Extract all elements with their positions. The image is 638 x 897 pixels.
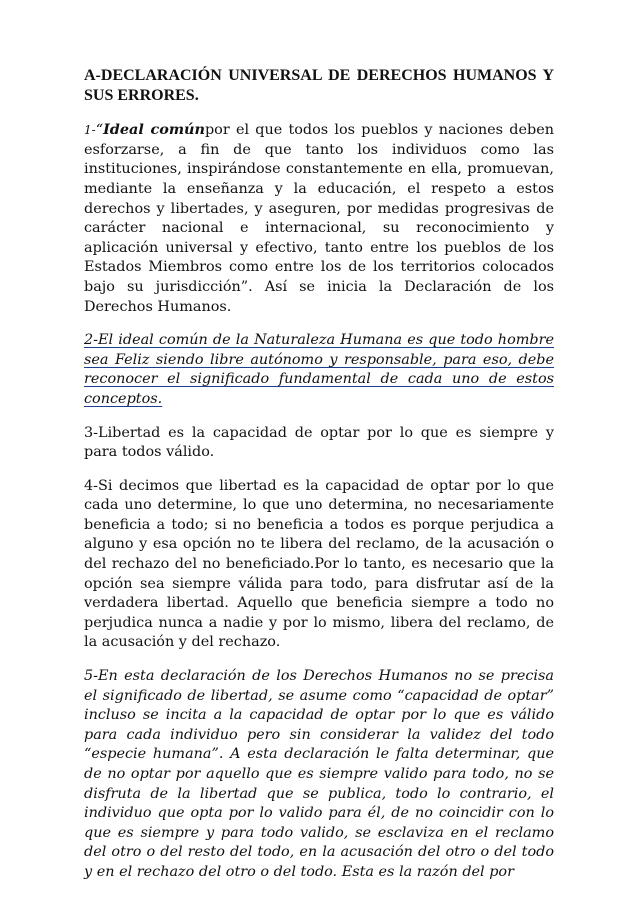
document-page [84, 66, 554, 897]
paragraph-1-text: por el que todos los pueblos y naciones deben esforzarse, a fin de que tanto los individuos como las instituciones, inspirándose constantemente en ella, promuevan, mediante la enseñanza y la educación, el respeto a estos derechos y libertades, y aseguren, por medidas progresivas de carácter nacional e internacional, su reconocimiento y aplicación universal y efectivo, tanto entre los pueblos de los Estados Miembros como entre los de los territorios colocados bajo su jurisdicción”. Así se inicia la Declaración de los Derechos Humanos. [84, 122, 554, 315]
paragraph-5: 5-En esta declaración de los Derechos Humanos no se precisa el significado de libertad, se asume como “capacidad de optar” incluso se incita a la capacidad de optar por lo que es válido para cada individuo pero sin considerar la validez del todo “especie humana”. A esta declaración le falta determinar, que de no optar por aquello que es siempre valido para todo, no se disfruta de la libertad que se publica, todo lo contrario, el individuo que opta por lo valido para él, de no coincidir con lo que es siempre y para todo valido, se esclaviza en el reclamo del otro o del resto del todo, en la acusación del otro o del todo y en el rechazo del otro o del todo. Esta es la razón del por [84, 668, 554, 880]
paragraph-1-quote-open: “ [95, 122, 104, 139]
paragraph-4: 4-Si decimos que libertad es la capacidad de optar por lo que cada uno determine, lo que uno determina, no necesariamente beneficia a todo; si no beneficia a todos es porque perjudica a alguno y esa opción no te libera del reclamo, de la acusación o del rechazo del no beneficiado.Por lo tanto, es necesario que la opción sea siempre válida para todo, para disfrutar así de la verdadera libertad. Aquello que beneficia siempre a todo no perjudica nunca a nadie y por lo mismo, libera del reclamo, de la acusación y del rechazo. [84, 477, 554, 651]
document-title: A-DECLARACIÓN UNIVERSAL DE DERECHOS HUMANOS Y SUS ERRORES. [84, 67, 554, 104]
paragraph-3: 3-Libertad es la capacidad de optar por lo que es siempre y para todos válido. [84, 424, 554, 461]
paragraph-1-number: 1- [84, 123, 96, 138]
paragraph-1 [84, 120, 554, 317]
paragraph-1-ideal-comun: Ideal común [103, 121, 205, 139]
paragraph-2: 2-El ideal común de la Naturaleza Humana es que todo hombre sea Feliz siendo libre autónomo y responsable, para eso, debe reconocer el significado fundamental de cada uno de estos conceptos. [84, 332, 554, 407]
